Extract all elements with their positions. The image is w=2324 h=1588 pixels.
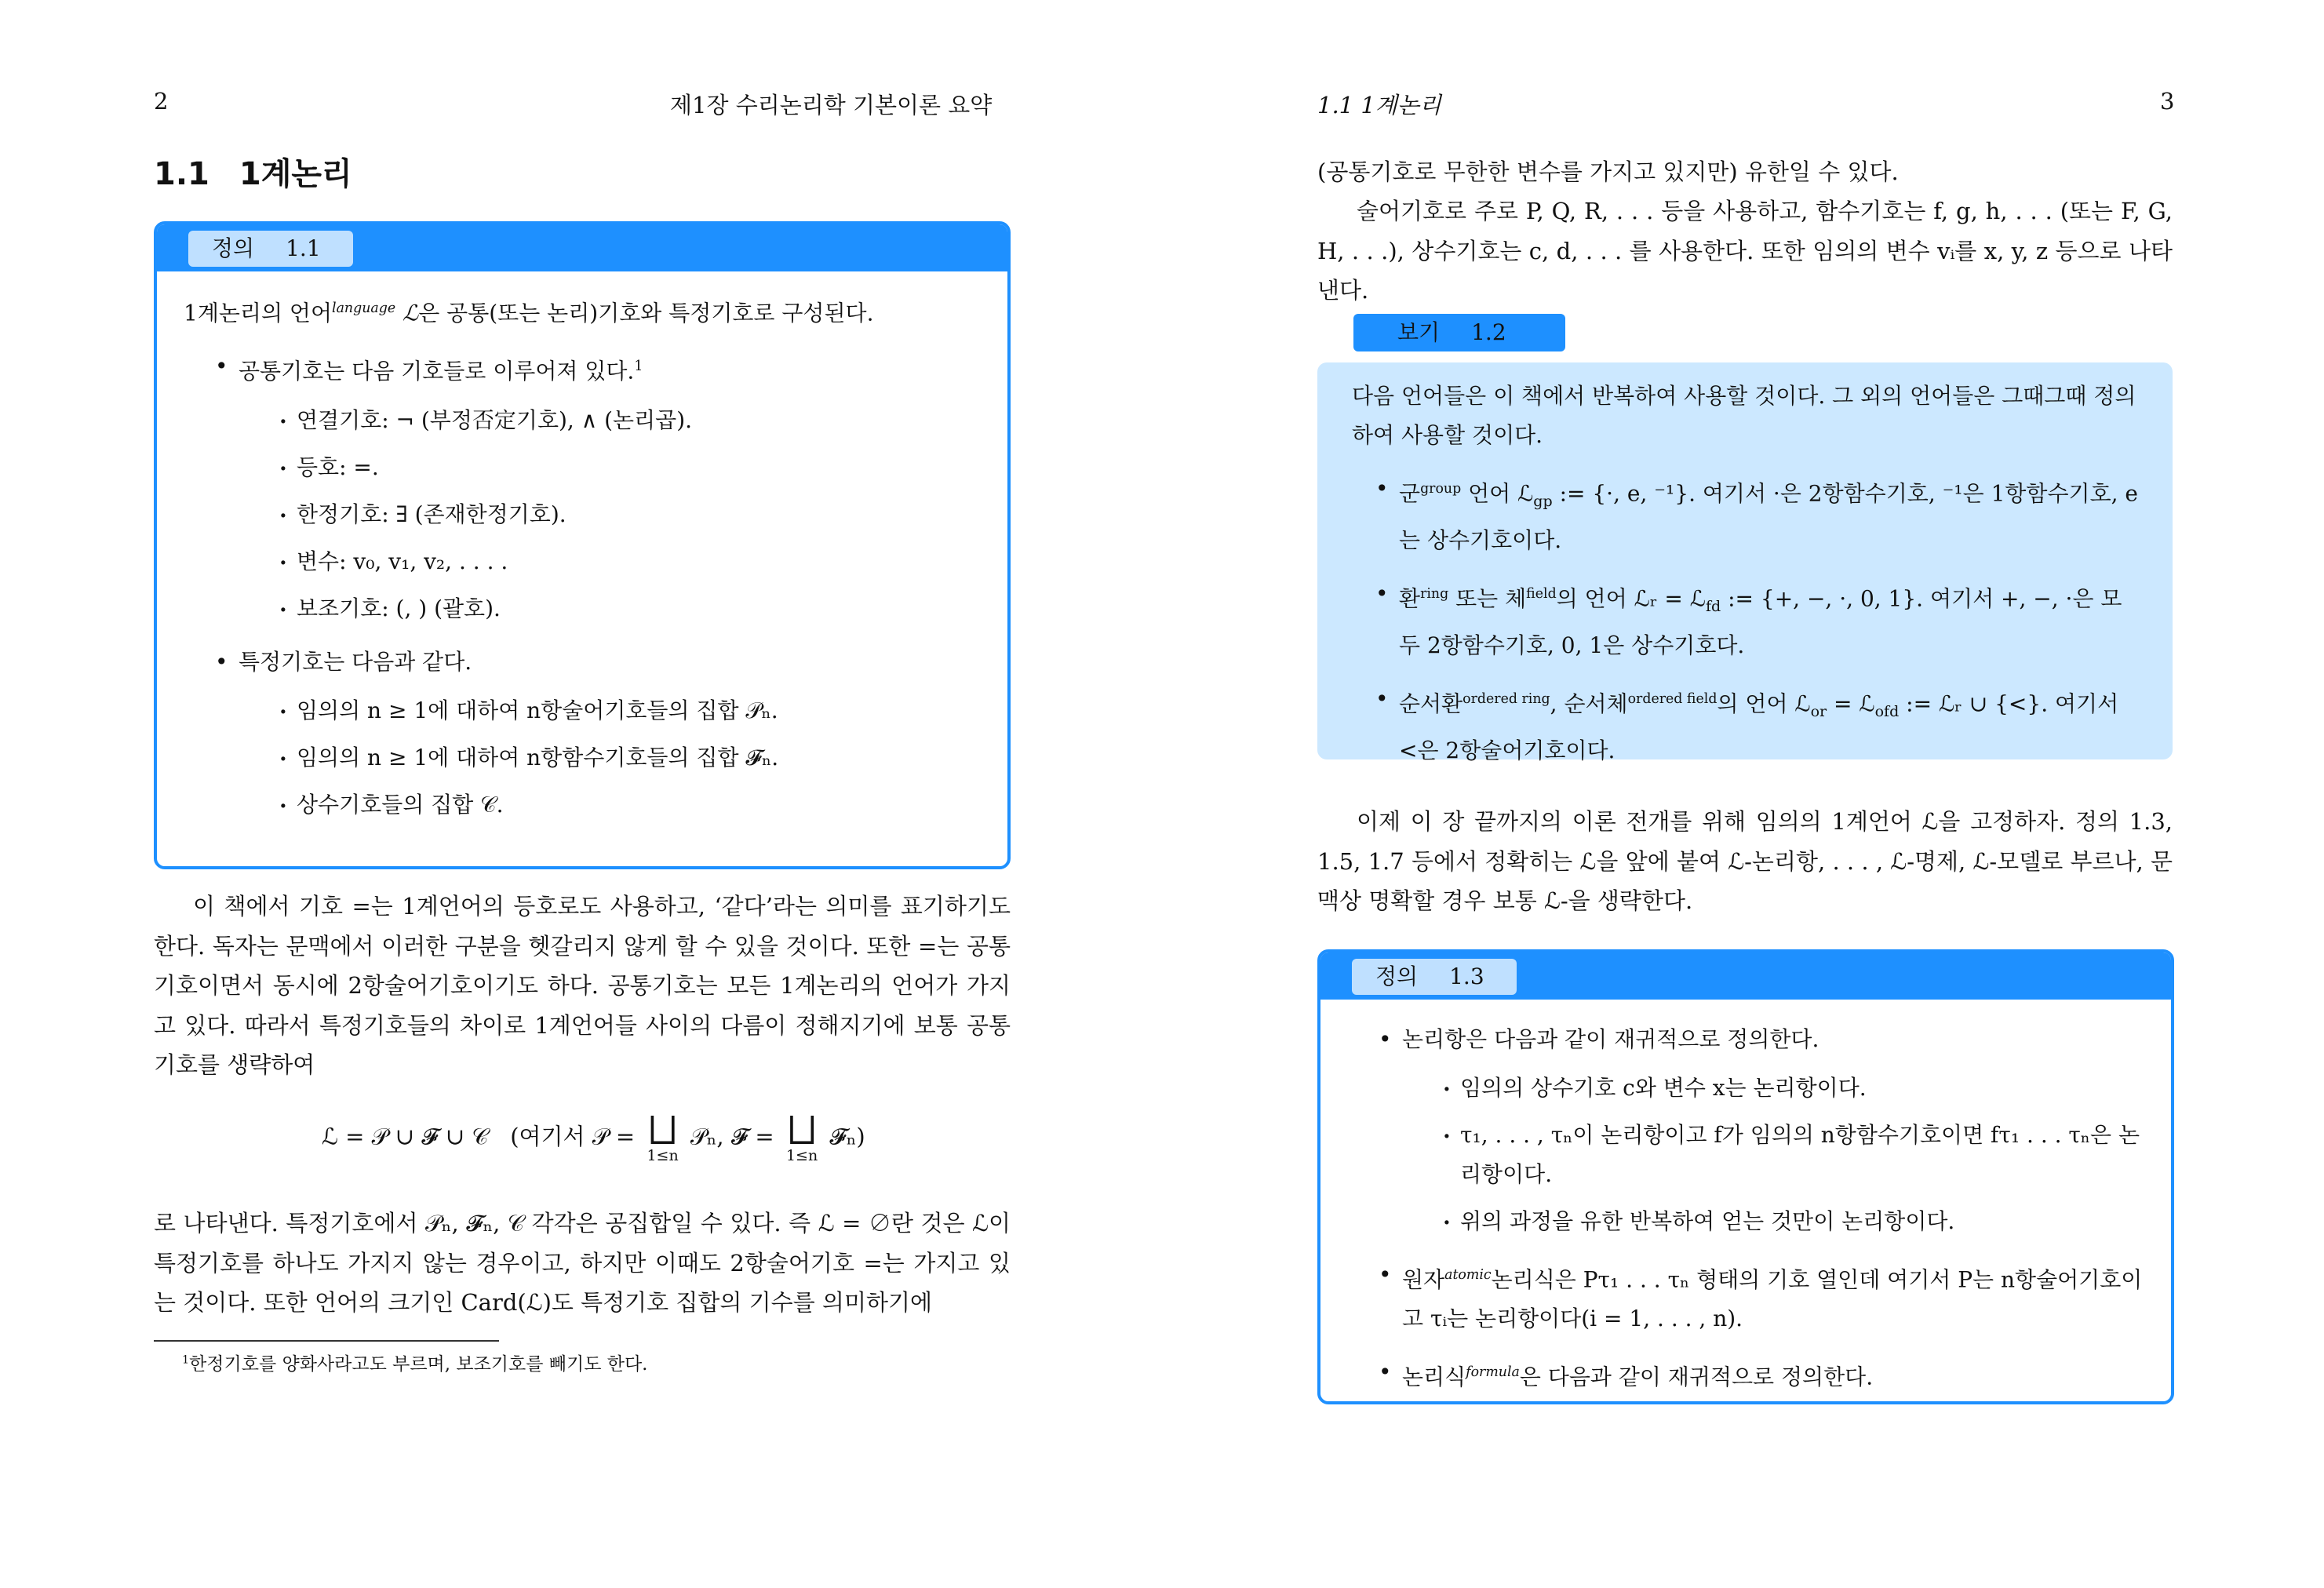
- list-item: [1379, 1255, 2144, 1339]
- equation: [322, 1109, 865, 1164]
- equation-p-term: 𝒫ₙ,: [690, 1123, 724, 1150]
- list-item: . 임의의 n ≥ 1에 대하여 n항술어기호들의 집합 𝒫ₙ.: [279, 691, 981, 730]
- definition-list: [184, 347, 981, 824]
- definition-intro: 1계논리의 언어$^{language}$ ℒ은 공통(또는 논리)기호와 특정기호로 구성된다.: [184, 300, 874, 326]
- common-symbols-text: 공통기호는 다음 기호들로 이루어져 있다.: [239, 358, 635, 384]
- definition-label: 정의: [212, 235, 255, 261]
- list-item: [1375, 679, 2138, 770]
- footnote-mark: 1: [182, 1353, 190, 1367]
- list-item: [215, 347, 981, 628]
- item-sup: formula: [1466, 1364, 1520, 1381]
- list-item: [1375, 469, 2138, 560]
- list-item: . 연결기호: ¬ (부정否定기호), ∧ (논리곱).: [279, 401, 981, 440]
- definition-number: 1.3: [1449, 963, 1484, 989]
- page-number: 3: [2160, 88, 2175, 115]
- item-text: := ℒᵣ ∪ {<}. 여기서 <은 2항술어기호이다.: [1399, 690, 2119, 763]
- definition-tag: [188, 231, 353, 267]
- footnote-ref: 1: [634, 359, 643, 375]
- paragraph-1: (공통기호로 무한한 변수를 가지고 있지만) 유한일 수 있다.: [1317, 158, 1899, 185]
- footnote-rule: [154, 1340, 499, 1342]
- list-item: . 보조기호: (, ) (괄호).: [279, 589, 981, 628]
- paragraph-2: 로 나타낸다. 특정기호에서 𝒫ₙ, 𝓕ₙ, 𝒞 각각은 공집합일 수 있다. 즉 ℒ = ∅란 것은 ℒ이 특정기호를 하나도 가지지 않는 경우이고, 하지만 이때도 2항술어기호 =는 가지고 있는 것이다. 또한 언어의 크기인 Card(ℒ)도 특정기호 집합의 기수를 의미하기에: [154, 1210, 1011, 1316]
- list-item: . 등호: =.: [279, 448, 981, 487]
- item-text: 논리식은 Pτ₁ . . . τₙ 형태의 기호 열인데 여기서 P는 n항술어기호이고 τᵢ는 논리항이다(i = 1, . . . , n).: [1402, 1266, 2143, 1332]
- sub-list: [239, 691, 981, 825]
- bigcup-symbol: ⨆ 1≤n: [647, 1109, 679, 1164]
- list-item: [1379, 1353, 2144, 1397]
- item-sup: ordered ring: [1463, 690, 1550, 707]
- definition-box-1-1: [154, 221, 1011, 869]
- bigcup-limit: 1≤n: [785, 1147, 818, 1164]
- item-sub: or: [1810, 702, 1827, 720]
- item-text: := {+, −, ·, 0, 1}. 여기서 +, −, ·은 모두 2항함수기호, 0, 1은 상수기호다.: [1399, 585, 2122, 658]
- example-tag: [1353, 314, 1565, 351]
- item-text: 은 다음과 같이 재귀적으로 정의한다.: [1519, 1364, 1874, 1390]
- item-text: 의 언어 ℒ: [1717, 690, 1811, 717]
- footnote-text: 한정기호를 양화사라고도 부르며, 보조기호를 빼기도 한다.: [189, 1354, 648, 1375]
- item-sub: fd: [1705, 597, 1721, 615]
- paragraph-3: 이제 이 장 끝까지의 이론 전개를 위해 임의의 1계언어 ℒ을 고정하자. 정의 1.3, 1.5, 1.7 등에서 정확히는 ℒ을 앞에 붙여 ℒ-논리항, . . . , ℒ-명제, ℒ-모델로 부르나, 문맥상 명확할 경우 보통 ℒ-을 생략한다.: [1317, 808, 2173, 914]
- definition-tag: [1352, 959, 1517, 995]
- item-text: 환: [1399, 585, 1421, 612]
- list-item: . 임의의 상수기호 c와 변수 x는 논리항이다.: [1443, 1069, 2144, 1108]
- definition-number: 1.1: [286, 235, 321, 261]
- definition-content: [1320, 1000, 2171, 1429]
- list-item: [215, 643, 981, 825]
- item-text: := {·, e, ⁻¹}. 여기서 ·은 2항함수기호, ⁻¹은 1항함수기호, e는 상수기호이다.: [1399, 480, 2139, 553]
- item-text: 원자: [1402, 1266, 1445, 1293]
- paragraph-1: 이 책에서 기호 =는 1계언어의 등호로도 사용하고, ‘같다’라는 의미를 표기하기도 한다. 독자는 문맥에서 이러한 구분을 헷갈리지 않게 할 수 있을 것이다. 또한 =는 공통기호이면서 동시에 2항술어기호이기도 하다. 공통기호는 모든 1계논리의 언어가 가지고 있다. 따라서 특정기호들의 차이로 1계언어들 사이의 다름이 정해지기에 보통 공통기호를 생략하여: [154, 893, 1011, 1078]
- list-item: [1379, 1020, 2144, 1241]
- item-sup: ordered field: [1627, 690, 1718, 707]
- equation-f: 𝓕 =: [730, 1123, 774, 1150]
- section-name: 1계논리: [239, 156, 352, 192]
- definition-content: [157, 271, 1007, 856]
- intro-sup: language: [332, 300, 396, 316]
- item-sup: group: [1420, 481, 1462, 497]
- paragraph-2: 술어기호로 주로 P, Q, R, . . . 등을 사용하고, 함수기호는 f, g, h, . . . (또는 F, G, H, . . .), 상수기호는 c, d, . . . 를 사용한다. 또한 임의의 변수 vᵢ를 x, y, z 등으로 나타낸다.: [1317, 198, 2173, 304]
- specific-symbols-text: 특정기호는 다음과 같다.: [239, 648, 472, 675]
- section-title: [154, 149, 352, 194]
- bigcup-symbol: ⨆ 1≤n: [785, 1109, 818, 1164]
- sub-list: [1402, 1069, 2144, 1241]
- footnote: [182, 1349, 648, 1375]
- chapter-header: 제1장 수리논리학 기본이론 요약: [670, 92, 993, 118]
- item-sub: gp: [1533, 492, 1553, 510]
- definition-header-bar: [157, 224, 1007, 271]
- item-text: 의 언어 ℒᵣ = ℒ: [1556, 585, 1706, 612]
- item-text: = ℒ: [1827, 690, 1875, 717]
- intro-text-b: 은 공통(또는 논리)기호와 특정기호로 구성된다.: [418, 300, 874, 326]
- example-intro: 다음 언어들은 이 책에서 반복하여 사용할 것이다. 그 외의 언어들은 그때그때 정의하여 사용할 것이다.: [1352, 383, 2136, 448]
- equation-paren: (여기서: [510, 1123, 585, 1150]
- list-item: [1375, 574, 2138, 665]
- list-item: . 임의의 n ≥ 1에 대하여 n항함수기호들의 집합 𝓕ₙ.: [279, 738, 981, 778]
- equation-lhs: ℒ = 𝒫 ∪ 𝓕 ∪ 𝒞: [322, 1123, 489, 1150]
- example-box-1-2: [1317, 362, 2173, 763]
- list-item: . 상수기호들의 집합 𝒞.: [279, 785, 981, 825]
- example-number: 1.2: [1471, 319, 1506, 345]
- equation-f-term: 𝓕ₙ): [829, 1123, 865, 1150]
- definition-list: [1347, 1020, 2144, 1397]
- item-sup: ring: [1420, 585, 1449, 602]
- section-header: 1.1 1계논리: [1317, 92, 1441, 118]
- item-sup: field: [1526, 585, 1557, 602]
- equation-p: 𝒫 =: [592, 1123, 636, 1150]
- example-label: 보기: [1397, 319, 1441, 345]
- section-number: 1.1: [154, 156, 209, 192]
- item-text: , 순서체: [1550, 690, 1628, 717]
- intro-text-a: 1계논리의 언어: [184, 300, 333, 326]
- term-definition-text: 논리항은 다음과 같이 재귀적으로 정의한다.: [1402, 1026, 1819, 1052]
- page-number: 2: [154, 88, 169, 115]
- item-text: 또는 체: [1448, 585, 1527, 612]
- example-list: [1352, 469, 2138, 770]
- item-text: 군: [1399, 480, 1421, 507]
- list-item: . 위의 과정을 유한 반복하여 얻는 것만이 논리항이다.: [1443, 1202, 2144, 1241]
- item-text: 순서환: [1399, 690, 1463, 717]
- right-page: [1162, 0, 2324, 1588]
- list-item: . 한정기호: ∃ (존재한정기호).: [279, 495, 981, 534]
- item-text: 논리식: [1402, 1364, 1466, 1390]
- item-sub: ofd: [1874, 702, 1900, 720]
- bigcup-limit: 1≤n: [647, 1147, 679, 1164]
- item-text: 언어 ℒ: [1461, 480, 1534, 507]
- definition-label: 정의: [1375, 963, 1419, 989]
- list-item: . τ₁, . . . , τₙ이 논리항이고 f가 임의의 n항함수기호이면 fτ₁ . . . τₙ은 논리항이다.: [1443, 1116, 2144, 1194]
- definition-box-1-3: [1317, 949, 2174, 1404]
- definition-header-bar: [1320, 952, 2171, 1000]
- list-item: . 변수: v₀, v₁, v₂, . . . .: [279, 542, 981, 581]
- sub-list: [239, 401, 981, 628]
- item-sup: atomic: [1444, 1267, 1492, 1283]
